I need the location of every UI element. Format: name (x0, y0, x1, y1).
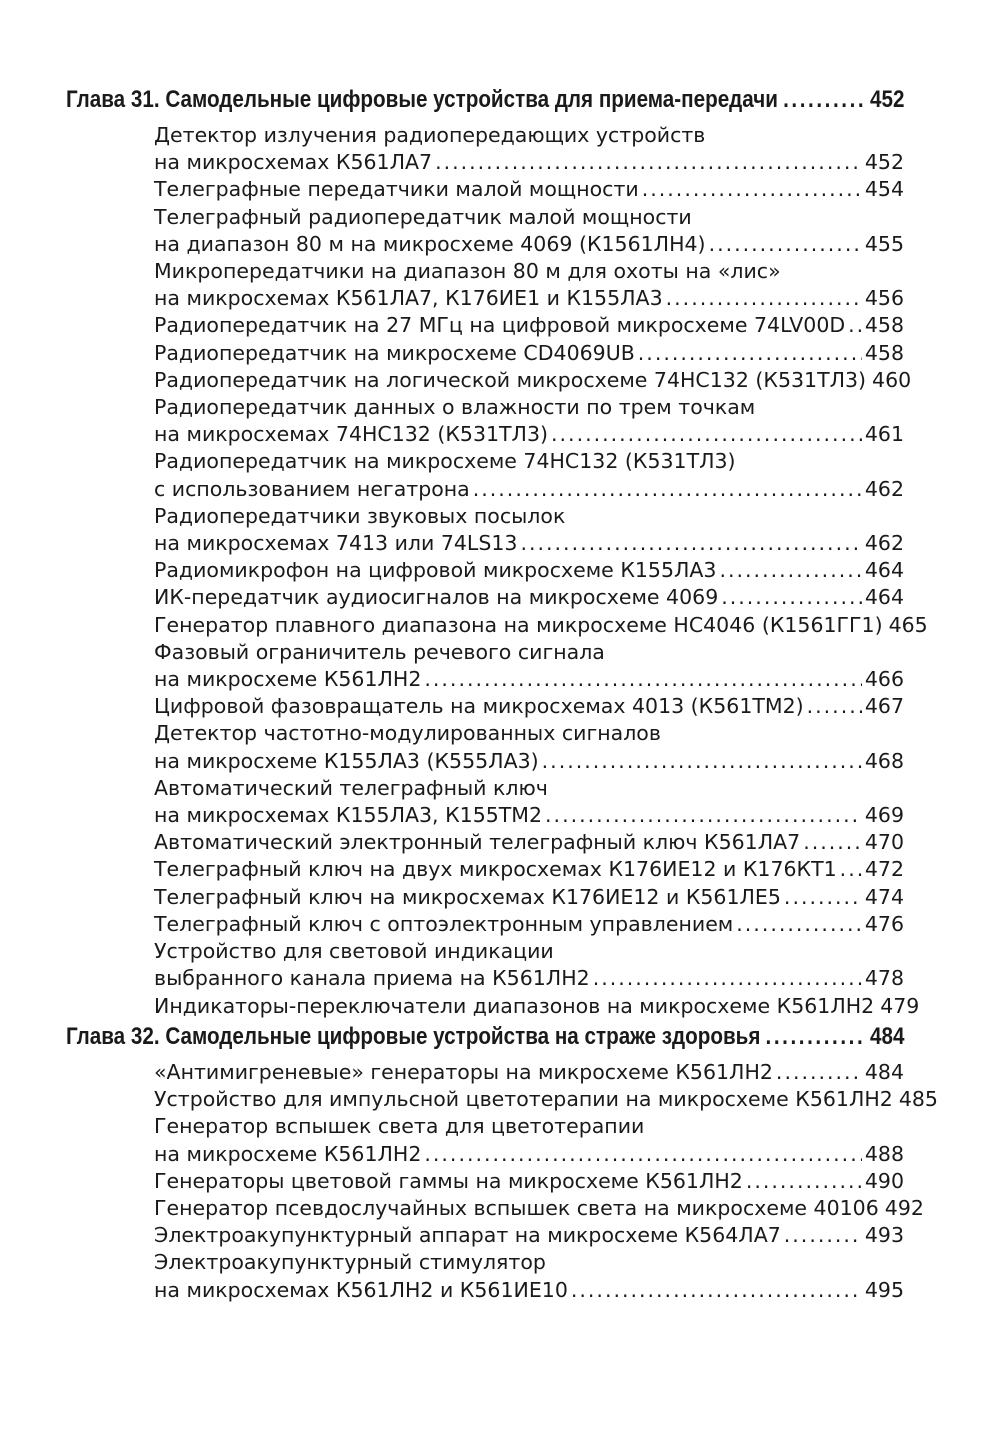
chapter-page-number: 484 (870, 1023, 905, 1050)
entry-title-line: Радиопередатчик на микросхеме 74НС132 (К531ТЛ3) (154, 449, 736, 474)
entry-page-number: 468 (864, 748, 904, 773)
entry-title-line: Радиопередатчик на 27 МГц на цифровой микросхеме 74LV00D (154, 313, 846, 338)
entry-page-number: 464 (864, 585, 904, 610)
dot-leader (709, 231, 862, 258)
chapter-heading[interactable] (66, 1023, 905, 1059)
entry-title-line: на микросхемах 74НС132 (К531ТЛ3) (154, 422, 549, 447)
toc-entry[interactable] (154, 639, 904, 693)
toc-entry[interactable] (154, 176, 904, 203)
toc-entry[interactable] (154, 1195, 924, 1222)
entry-last-line (154, 340, 904, 367)
dot-leader (766, 1023, 865, 1051)
entry-last-line (154, 1086, 938, 1113)
entry-page-number: 493 (864, 1223, 904, 1248)
entry-title-line: Детектор излучения радиопередающих устройств (154, 123, 706, 147)
entry-last-line (154, 965, 904, 992)
toc-entry[interactable] (154, 394, 904, 448)
chapter-title: Глава 32. Самодельные цифровые устройства на страже здоровья (66, 1023, 761, 1050)
toc-entry[interactable] (154, 1059, 904, 1086)
entry-title-line: Устройство для световой индикации (154, 939, 554, 964)
entry-last-line (154, 149, 904, 176)
toc-entry[interactable] (154, 829, 904, 856)
dot-leader (424, 666, 861, 693)
entry-last-line (154, 748, 904, 775)
entry-last-line (154, 802, 904, 829)
toc-entry[interactable] (154, 720, 904, 774)
entry-title-line: ИК-передатчик аудиосигналов на микросхеме 4069 (154, 585, 719, 610)
entry-last-line (154, 1195, 924, 1222)
entry-page-number: 464 (864, 558, 904, 583)
toc-entry[interactable] (154, 340, 904, 367)
entry-page-number: 454 (864, 177, 904, 202)
entry-page-number: 456 (864, 286, 904, 311)
entry-title-line: на микросхеме К561ЛН2 (154, 1141, 422, 1166)
entry-title-line: Микропередатчики на диапазон 80 м для охоты на «лис» (154, 259, 781, 284)
dot-leader (776, 1059, 862, 1086)
entry-last-line (154, 557, 904, 584)
entry-last-line (154, 476, 904, 503)
entry-last-line (154, 829, 904, 856)
entry-last-line (154, 884, 904, 911)
toc-entry[interactable] (154, 911, 904, 938)
toc-entry[interactable] (154, 993, 920, 1020)
toc-entry[interactable] (154, 503, 904, 557)
entry-title-line: Цифровой фазовращатель на микросхемах 4013 (К561ТМ2) (154, 694, 804, 719)
entry-title-line: Радиопередатчик на логической микросхеме 74НС132 (К531ТЛ3) (154, 367, 867, 392)
dot-leader (736, 911, 862, 938)
entry-page-number: 492 (884, 1196, 924, 1221)
dot-leader (551, 421, 862, 448)
toc-entry[interactable] (154, 557, 904, 584)
dot-leader (719, 557, 861, 584)
toc-entry[interactable] (154, 122, 904, 176)
toc-entry[interactable] (154, 367, 912, 394)
entry-title-line: Телеграфный ключ с оптоэлектронным управлением (154, 911, 734, 936)
entry-page-number: 470 (864, 830, 904, 855)
entry-last-line (154, 666, 904, 693)
entry-title-line: Детектор частотно-модулированных сигналов (154, 721, 661, 746)
toc-entry[interactable] (154, 204, 904, 258)
entry-page-number: 478 (864, 966, 904, 991)
entry-last-line (154, 231, 904, 258)
entry-last-line (154, 1277, 904, 1304)
toc-entry[interactable] (154, 1249, 904, 1303)
toc-entry[interactable] (154, 1113, 904, 1167)
entry-page-number: 452 (864, 150, 904, 175)
toc-entry[interactable] (154, 1168, 904, 1195)
entry-last-line (154, 993, 920, 1020)
entry-page-number: 461 (864, 422, 904, 447)
toc-entry[interactable] (154, 312, 904, 339)
entry-title-line: Автоматический телеграфный ключ (154, 775, 548, 800)
toc-entry[interactable] (154, 938, 904, 992)
entry-page-number: 455 (864, 231, 904, 256)
dot-leader (783, 86, 865, 114)
entry-last-line (154, 176, 904, 203)
dot-leader (666, 285, 862, 312)
entry-title-line: на микросхемах 7413 или 74LS13 (154, 531, 518, 556)
entry-title-line: на микросхемах К561ЛН2 и К561ИЕ10 (154, 1277, 568, 1302)
entry-page-number: 484 (864, 1060, 904, 1084)
entry-page-number: 466 (864, 667, 904, 692)
toc-entry[interactable] (154, 584, 904, 611)
toc-entry[interactable] (154, 612, 928, 639)
entry-title-line: Генератор вспышек света для цветотерапии (154, 1114, 645, 1139)
entry-page-number: 469 (864, 803, 904, 828)
entry-page-number: 465 (888, 612, 928, 637)
dot-leader (746, 1168, 862, 1195)
toc-entry[interactable] (154, 693, 904, 720)
entry-title-line: Радиопередатчик на микросхеме CD4069UB (154, 340, 635, 365)
entry-last-line (154, 693, 904, 720)
entry-title-line: Автоматический электронный телеграфный ключ К561ЛА7 (154, 830, 801, 855)
dot-leader (424, 1141, 861, 1168)
entry-last-line (154, 911, 904, 938)
entry-title-line: Радиопередатчик данных о влажности по трем точкам (154, 395, 756, 420)
entry-title-line: Электроакупунктурный стимулятор (154, 1250, 546, 1275)
entry-title-line: Устройство для импульсной цветотерапии на микросхеме К561ЛН2 (154, 1087, 893, 1112)
entry-title-line: Генератор псевдослучайных вспышек света на микросхеме 40106 (154, 1196, 879, 1221)
dot-leader (593, 965, 862, 992)
entry-last-line (154, 312, 904, 339)
entry-title-line: на диапазон 80 м на микросхеме 4069 (К1561ЛН4) (154, 231, 706, 256)
dot-leader (848, 312, 862, 339)
entry-title-line: на микросхемах К561ЛА7, К176ИЕ1 и К155ЛА3 (154, 286, 663, 311)
entry-page-number: 485 (898, 1087, 938, 1112)
entry-page-number: 458 (864, 340, 904, 365)
entry-title-line: Генератор плавного диапазона на микросхеме НС4046 (К1561ГГ1) (154, 612, 883, 637)
entry-page-number: 462 (864, 531, 904, 556)
entry-page-number: 479 (880, 993, 920, 1018)
toc-entry[interactable] (154, 775, 904, 829)
entry-title-line: Генераторы цветовой гаммы на микросхеме К561ЛН2 (154, 1168, 743, 1193)
entry-last-line (154, 584, 904, 611)
chapter-title: Глава 31. Самодельные цифровые устройства для приема-передачи (66, 86, 778, 113)
entry-page-number: 467 (864, 694, 904, 719)
entry-last-line (154, 367, 912, 394)
entry-page-number: 490 (864, 1168, 904, 1193)
entry-title-line: «Антимигреневые» генераторы на микросхеме К561ЛН2 (154, 1060, 773, 1084)
dot-leader (807, 693, 862, 720)
entry-page-number: 460 (872, 367, 912, 392)
entry-last-line (154, 1059, 904, 1086)
dot-leader (545, 802, 862, 829)
entry-page-number: 488 (864, 1141, 904, 1166)
dot-leader (803, 829, 862, 856)
entry-last-line (154, 530, 904, 557)
dot-leader (840, 856, 862, 883)
entry-last-line (154, 285, 904, 312)
entry-last-line (154, 1222, 904, 1249)
toc-entry[interactable] (154, 258, 904, 312)
entry-page-number: 458 (864, 313, 904, 338)
dot-leader (520, 530, 861, 557)
toc-entry[interactable] (154, 1086, 938, 1113)
entry-last-line (154, 1141, 904, 1168)
chapter-31 (66, 86, 928, 1020)
entry-last-line (154, 421, 904, 448)
chapter-32 (66, 1023, 938, 1304)
chapter-page-number: 452 (870, 86, 905, 113)
entry-page-number: 472 (864, 857, 904, 882)
toc-entry[interactable] (154, 856, 904, 883)
dot-leader (721, 584, 862, 611)
dot-leader (642, 176, 862, 203)
toc-entry[interactable] (154, 448, 904, 502)
entry-page-number: 495 (864, 1277, 904, 1302)
dot-leader (473, 476, 862, 503)
entry-page-number: 474 (864, 884, 904, 909)
entry-title-line: на микросхемах К155ЛА3, К155ТМ2 (154, 803, 543, 828)
entry-title-line: на микросхемах К561ЛА7 (154, 150, 433, 175)
entry-title-line: Электроакупунктурный аппарат на микросхеме К564ЛА7 (154, 1223, 781, 1248)
entry-title-line: Телеграфный ключ на микросхемах К176ИЕ12 и К561ЛЕ5 (154, 884, 781, 909)
dot-leader (542, 748, 862, 775)
entry-page-number: 476 (864, 911, 904, 936)
entry-title-line: Телеграфные передатчики малой мощности (154, 177, 639, 202)
entry-title-line: Радиомикрофон на цифровой микросхеме К155ЛА3 (154, 558, 717, 583)
chapter-entries (154, 122, 928, 1020)
dot-leader (571, 1277, 862, 1304)
entry-title-line: с использованием негатрона (154, 476, 470, 501)
entry-last-line (154, 612, 928, 639)
entry-title-line: Радиопередатчики звуковых посылок (154, 503, 566, 528)
dot-leader (784, 1222, 862, 1249)
chapter-entries (154, 1059, 938, 1304)
entry-title-line: на микросхеме К561ЛН2 (154, 667, 422, 692)
entry-title-line: выбранного канала приема на К561ЛН2 (154, 966, 590, 991)
chapter-heading[interactable] (66, 86, 905, 122)
entry-title-line: Телеграфный радиопередатчик малой мощности (154, 204, 692, 229)
entry-title-line: Фазовый ограничитель речевого сигнала (154, 639, 605, 664)
entry-title-line: Телеграфный ключ на двух микросхемах К176ИЕ12 и К176КТ1 (154, 857, 837, 882)
entry-title-line: на микросхеме К155ЛА3 (К555ЛА3) (154, 748, 539, 773)
dot-leader (638, 340, 862, 367)
entry-page-number: 462 (864, 476, 904, 501)
dot-leader (784, 884, 862, 911)
entry-title-line: Индикаторы-переключатели диапазонов на микросхеме К561ЛН2 (154, 993, 875, 1018)
toc-entry[interactable] (154, 1222, 904, 1249)
toc-entry[interactable] (154, 884, 904, 911)
dot-leader (435, 149, 862, 176)
entry-last-line (154, 856, 904, 883)
entry-last-line (154, 1168, 904, 1195)
